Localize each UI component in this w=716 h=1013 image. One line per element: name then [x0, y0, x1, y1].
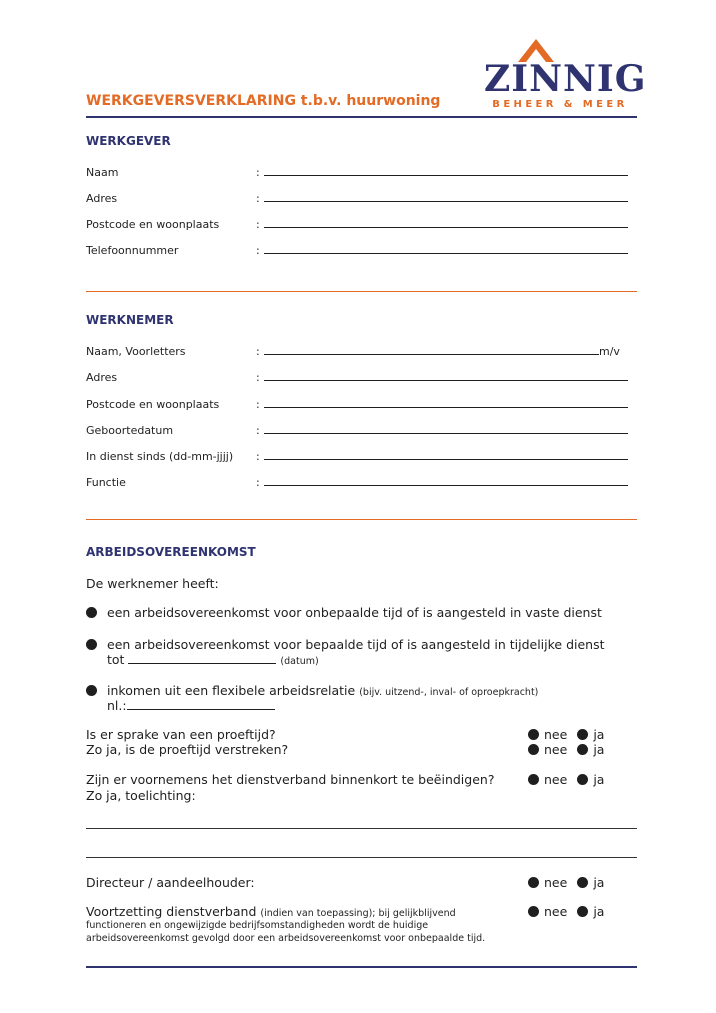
- nee-label: nee: [544, 904, 568, 919]
- field-label-telefoon: Telefoonnummer: [86, 244, 179, 257]
- colon: :: [256, 244, 260, 257]
- beeindigen-options: [528, 772, 604, 787]
- colon: :: [256, 450, 260, 463]
- field-label-adres: Adres: [86, 371, 118, 384]
- logo-name: ZINNIG: [484, 58, 647, 100]
- option-nl-row: [107, 698, 275, 713]
- field-input-werknemer-postcode[interactable]: [256, 398, 628, 411]
- question-voortzetting-row: [86, 904, 456, 919]
- nl-input[interactable]: [127, 699, 275, 710]
- field-label-naam: Naam: [86, 166, 119, 179]
- colon: :: [256, 192, 260, 205]
- radio-nee[interactable]: [528, 774, 539, 785]
- voortzetting-options: [528, 904, 604, 919]
- field-label-postcode: Postcode en woonplaats: [86, 218, 220, 231]
- field-label-geboortedatum: Geboortedatum: [86, 424, 174, 437]
- proeftijd-options: [528, 727, 604, 742]
- section-heading-arbeidsovereenkomst: ARBEIDSOVEREENKOMST: [86, 545, 256, 559]
- voortzetting-text-line-2: functioneren en ongewijzigde bedrijfsomstandigheden wordt de huidige: [86, 920, 429, 931]
- radio-nee[interactable]: [528, 877, 539, 888]
- proeftijd-verstreken-options: [528, 742, 604, 757]
- radio-ja[interactable]: [577, 744, 588, 755]
- section-divider: [86, 291, 637, 292]
- colon: :: [256, 345, 260, 358]
- option-label-bepaalde-tijd: een arbeidsovereenkomst voor bepaalde tijd of is aangesteld in tijdelijke dienst: [107, 637, 605, 652]
- logo-tagline: BEHEER & MEER: [492, 99, 628, 110]
- radio-option-bepaalde-tijd[interactable]: [86, 639, 97, 650]
- field-input-werknemer-adres[interactable]: [256, 371, 628, 384]
- colon: :: [256, 218, 260, 231]
- toelichting-label: Zo ja, toelichting:: [86, 788, 196, 803]
- section-heading-werknemer: WERKNEMER: [86, 313, 174, 327]
- radio-nee[interactable]: [528, 906, 539, 917]
- intro-text: De werknemer heeft:: [86, 576, 219, 591]
- radio-ja[interactable]: [577, 729, 588, 740]
- ja-label: ja: [593, 875, 605, 890]
- nee-label: nee: [544, 742, 568, 757]
- question-beeindigen: Zijn er voornemens het dienstverband binnenkort te beëindigen?: [86, 772, 495, 787]
- option-label-onbepaalde-tijd: een arbeidsovereenkomst voor onbepaalde tijd of is aangesteld in vaste dienst: [107, 605, 602, 620]
- question-directeur: Directeur / aandeelhouder:: [86, 875, 255, 890]
- voortzetting-note: (indien van toepassing); bij gelijkblijvend: [260, 908, 456, 919]
- datum-hint: (datum): [280, 656, 319, 667]
- radio-nee[interactable]: [528, 744, 539, 755]
- question-voortzetting: Voortzetting dienstverband: [86, 904, 257, 919]
- nl-label: nl.:: [107, 698, 127, 713]
- field-input-werkgever-adres[interactable]: [256, 192, 628, 205]
- flexibel-note: (bijv. uitzend-, inval- of oproepkracht): [359, 687, 539, 698]
- question-proeftijd-verstreken: Zo ja, is de proeftijd verstreken?: [86, 742, 289, 757]
- colon: :: [256, 371, 260, 384]
- ja-label: ja: [593, 772, 605, 787]
- colon: :: [256, 476, 260, 489]
- option-label-flexibel: inkomen uit een flexibele arbeidsrelatie: [107, 683, 356, 698]
- ja-label: ja: [593, 727, 605, 742]
- field-input-werkgever-telefoon[interactable]: [256, 244, 628, 257]
- tot-label: tot: [107, 652, 125, 667]
- radio-ja[interactable]: [577, 906, 588, 917]
- field-input-werkgever-postcode[interactable]: [256, 218, 628, 231]
- directeur-options: [528, 875, 604, 890]
- section-heading-werkgever: WERKGEVER: [86, 134, 171, 148]
- colon: :: [256, 424, 260, 437]
- section-divider: [86, 519, 637, 520]
- field-label-in-dienst-sinds: In dienst sinds (dd-mm-jjjj): [86, 450, 234, 463]
- colon: :: [256, 166, 260, 179]
- field-label-adres: Adres: [86, 192, 118, 205]
- footer-divider: [86, 966, 637, 968]
- title-divider: [86, 116, 637, 118]
- radio-option-onbepaalde-tijd[interactable]: [86, 607, 97, 618]
- ja-label: ja: [593, 904, 605, 919]
- field-label-postcode: Postcode en woonplaats: [86, 398, 220, 411]
- field-input-werknemer-naam[interactable]: [256, 345, 620, 358]
- option-flexibel-row: [107, 683, 538, 698]
- gender-suffix: m/v: [599, 345, 620, 358]
- radio-ja[interactable]: [577, 774, 588, 785]
- field-input-werknemer-in-dienst[interactable]: [256, 450, 628, 463]
- field-label-functie: Functie: [86, 476, 126, 489]
- toelichting-line-2[interactable]: [86, 857, 637, 858]
- nee-label: nee: [544, 727, 568, 742]
- colon: :: [256, 398, 260, 411]
- tot-datum-input[interactable]: [128, 653, 276, 664]
- nee-label: nee: [544, 772, 568, 787]
- option-tot-row: [107, 652, 319, 667]
- question-proeftijd: Is er sprake van een proeftijd?: [86, 727, 276, 742]
- radio-nee[interactable]: [528, 729, 539, 740]
- radio-option-flexibel[interactable]: [86, 685, 97, 696]
- field-label-naam-voorletters: Naam, Voorletters: [86, 345, 186, 358]
- ja-label: ja: [593, 742, 605, 757]
- nee-label: nee: [544, 875, 568, 890]
- radio-ja[interactable]: [577, 877, 588, 888]
- document-title: WERKGEVERSVERKLARING t.b.v. huurwoning: [86, 93, 441, 109]
- voortzetting-text-line-3: arbeidsovereenkomst gevolgd door een arbeidsovereenkomst voor onbepaalde tijd.: [86, 933, 486, 944]
- field-input-werknemer-functie[interactable]: [256, 476, 628, 489]
- toelichting-line-1[interactable]: [86, 828, 637, 829]
- zinnig-logo: [484, 38, 647, 112]
- field-input-werkgever-naam[interactable]: [256, 166, 628, 179]
- field-input-werknemer-geboortedatum[interactable]: [256, 424, 628, 437]
